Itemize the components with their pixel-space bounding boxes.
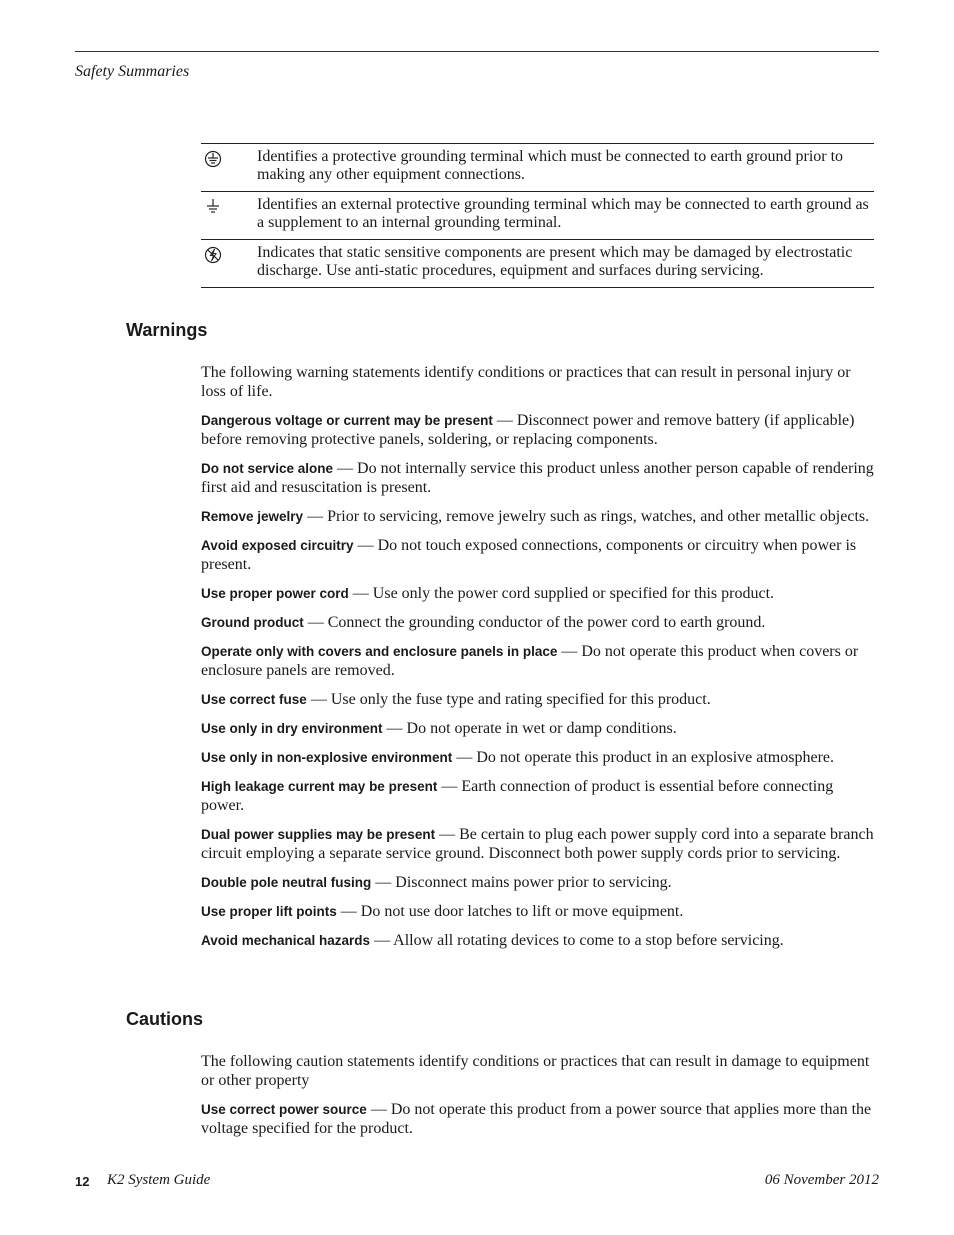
warning-label: Avoid exposed circuitry [201,538,354,553]
protective-ground-icon [204,150,222,168]
warning-text: — Disconnect mains power prior to servicing. [371,874,672,891]
warning-text: — Do not internally service this product unless another person capable of rendering first aid and resuscitation is present. [201,460,874,496]
symbol-row [201,240,874,288]
warning-item [201,642,875,680]
warning-label: Remove jewelry [201,509,304,524]
warning-item [201,584,875,603]
warning-text: — Do not operate this product in an explosive atmosphere. [452,749,834,766]
warning-item [201,777,875,815]
symbol-cell [201,148,257,184]
warning-label: High leakage current may be present [201,779,438,794]
warning-label: Dangerous voltage or current may be present [201,413,493,428]
cautions-section [201,1052,875,1148]
symbol-cell [201,196,257,232]
warning-text: — Use only the fuse type and rating specified for this product. [306,691,711,708]
symbol-row [201,192,874,240]
warning-label: Use correct fuse [201,692,307,707]
warnings-intro: The following warning statements identify conditions or practices that can result in personal injury or loss of life. [201,364,851,400]
cautions-heading: Cautions [126,1009,204,1029]
warning-item [201,690,875,709]
warning-text: — Connect the grounding conductor of the power cord to earth ground. [303,614,766,631]
warning-text: — Disconnect power and remove battery (if applicable) before removing protective panels, soldering, or replacing components. [201,412,855,448]
warning-label: Avoid mechanical hazards [201,933,371,948]
warning-label: Use proper power cord [201,586,349,601]
warning-label: Ground product [201,615,304,630]
warning-text: — Be certain to plug each power supply cord into a separate branch circuit employing a separate service ground. Disconnect both power supply cords prior to servicing. [201,826,874,862]
warning-item [201,507,875,526]
warning-label: Use only in non-explosive environment [201,750,453,765]
footer-date: 06 November 2012 [764,1172,879,1188]
warning-item [201,536,875,574]
symbol-description: Indicates that static sensitive components are present which may be damaged by electrostatic discharge. Use anti-static procedures, equipment and surfaces during servicing. [257,244,853,279]
running-head: Safety Summaries [75,63,190,80]
warning-label: Use only in dry environment [201,721,383,736]
warning-text: — Do not operate in wet or damp conditions. [382,720,677,737]
warning-label: Use proper lift points [201,904,337,919]
symbol-description: Identifies a protective grounding terminal which must be connected to earth ground prior to making any other equipment connections. [257,148,844,183]
warning-text: — Allow all rotating devices to come to a stop before servicing. [370,932,784,949]
symbol-row [201,144,874,192]
warning-text: — Prior to servicing, remove jewelry such as rings, watches, and other metallic objects. [303,508,870,525]
warning-text: — Use only the power cord supplied or specified for this product. [348,585,775,602]
caution-text: — Do not operate this product from a power source that applies more than the voltage specified for the product. [201,1101,872,1137]
header-rule [75,51,879,52]
warnings-section [201,363,875,960]
warning-label: Operate only with covers and enclosure panels in place [201,644,558,659]
symbol-description: Identifies an external protective grounding terminal which may be connected to earth ground as a supplement to an internal grounding terminal. [257,196,869,231]
cautions-intro: The following caution statements identify conditions or practices that can result in damage to equipment or other property [201,1053,870,1089]
warning-item [201,613,875,632]
warning-text: — Earth connection of product is essential before connecting power. [201,778,834,814]
warning-text: — Do not operate this product when covers or enclosure panels are removed. [201,643,859,679]
warning-item [201,825,875,863]
warning-label: Do not service alone [201,461,334,476]
warning-item [201,902,875,921]
guide-name: K2 System Guide [107,1172,211,1188]
symbol-table [201,143,874,288]
caution-label: Use correct power source [201,1102,367,1117]
caution-item [201,1100,875,1138]
warning-text: — Do not use door latches to lift or move equipment. [336,903,684,920]
warning-item [201,873,875,892]
warning-label: Double pole neutral fusing [201,875,372,890]
warning-item [201,931,875,950]
warnings-heading: Warnings [126,320,208,340]
warning-item [201,411,875,449]
ground-terminal-icon [204,198,222,216]
warning-text: — Do not touch exposed connections, components or circuitry when power is present. [201,537,857,573]
warning-item [201,459,875,497]
warning-item [201,748,875,767]
page-number: 12 [75,1174,90,1189]
symbol-cell [201,244,257,280]
esd-icon [204,246,222,264]
warning-item [201,719,875,738]
warning-label: Dual power supplies may be present [201,827,436,842]
